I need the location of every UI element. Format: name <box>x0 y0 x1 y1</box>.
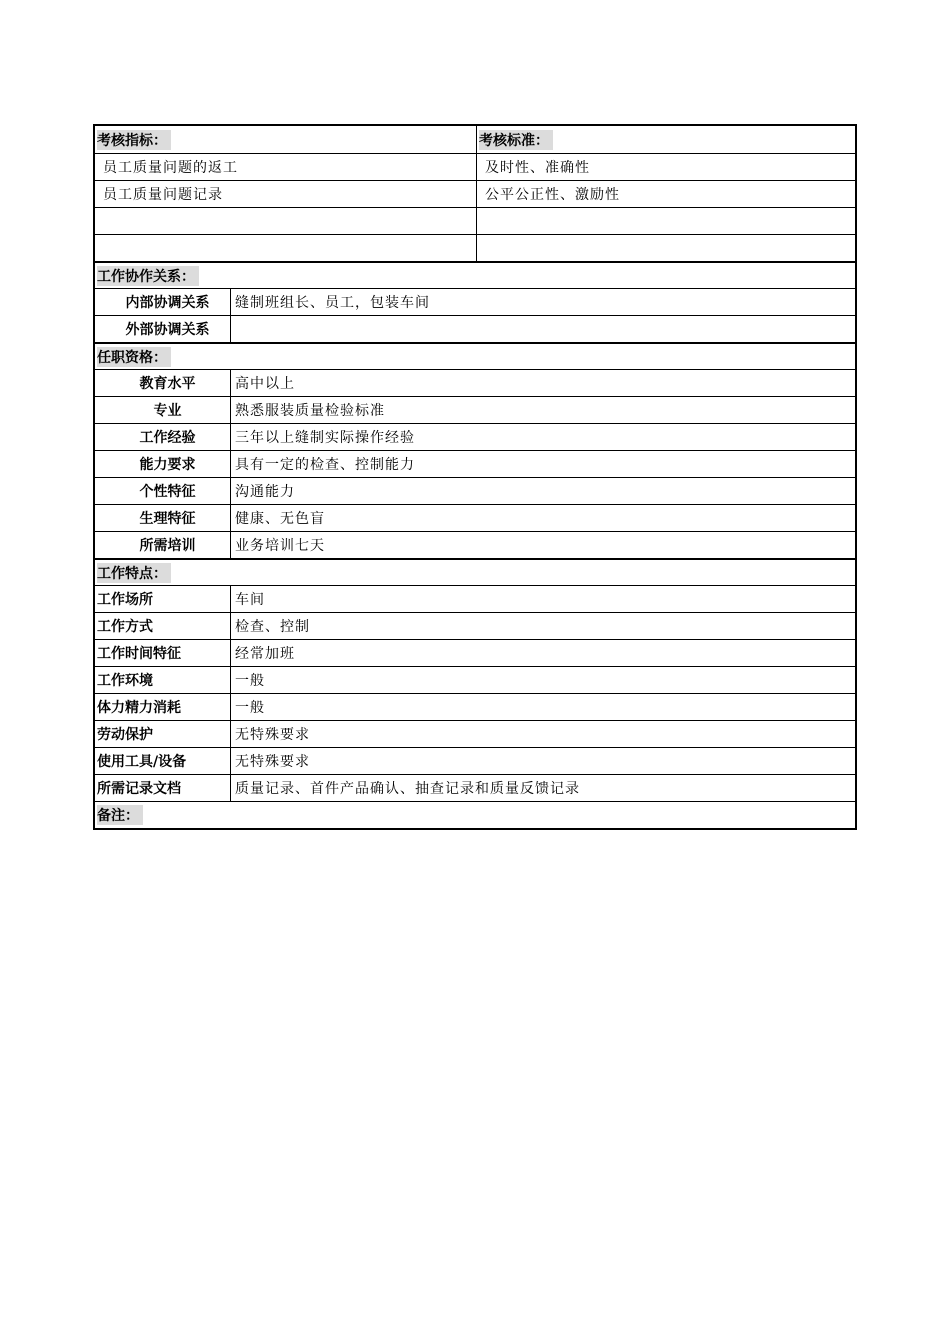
qualification-label: 能力要求 <box>139 457 196 473</box>
feature-label: 工作环境 <box>97 673 153 689</box>
cooperation-header: 工作协作关系： <box>95 263 855 288</box>
assessment-row <box>95 234 855 261</box>
assessment-row <box>95 180 855 207</box>
assessment-row <box>95 207 855 234</box>
feature-value: 经常加班 <box>230 640 855 666</box>
feature-row <box>95 585 855 612</box>
standard-cell <box>476 208 855 234</box>
feature-row <box>95 612 855 639</box>
qualification-value: 沟通能力 <box>230 478 855 504</box>
external-label: 外部协调关系 <box>125 322 210 338</box>
feature-value: 一般 <box>230 694 855 720</box>
qualification-row <box>95 396 855 423</box>
qualification-label: 工作经验 <box>139 430 196 446</box>
qualification-value: 业务培训七天 <box>230 532 855 558</box>
feature-value: 一般 <box>230 667 855 693</box>
qualification-value: 熟悉服装质量检验标准 <box>230 397 855 423</box>
remarks-row <box>95 801 855 828</box>
assessment-row <box>95 153 855 180</box>
feature-value: 检查、控制 <box>230 613 855 639</box>
feature-row <box>95 774 855 801</box>
feature-label: 工作场所 <box>97 592 153 608</box>
qualifications-header: 任职资格： <box>95 344 855 369</box>
standard-cell: 及时性、准确性 <box>476 154 855 180</box>
feature-label: 工作方式 <box>97 619 153 635</box>
qualification-row <box>95 423 855 450</box>
qualifications-header-row <box>95 342 855 369</box>
cooperation-header-row <box>95 261 855 288</box>
feature-label: 使用工具/设备 <box>97 754 187 770</box>
feature-row <box>95 720 855 747</box>
feature-value: 无特殊要求 <box>230 748 855 774</box>
qualification-value: 三年以上缝制实际操作经验 <box>230 424 855 450</box>
qualification-row <box>95 504 855 531</box>
standard-cell <box>476 235 855 261</box>
indicator-cell: 员工质量问题记录 <box>103 187 223 203</box>
qualification-row <box>95 477 855 504</box>
remarks-header: 备注： <box>95 802 855 828</box>
indicator-cell <box>95 235 476 261</box>
feature-label: 工作时间特征 <box>97 646 181 662</box>
feature-label: 体力精力消耗 <box>97 700 181 716</box>
qualification-row <box>95 531 855 558</box>
features-header-row <box>95 558 855 585</box>
features-header: 工作特点： <box>95 560 855 585</box>
qualification-value: 健康、无色盲 <box>230 505 855 531</box>
standard-cell: 公平公正性、激励性 <box>476 181 855 207</box>
feature-value: 无特殊要求 <box>230 721 855 747</box>
feature-row <box>95 693 855 720</box>
feature-label: 所需记录文档 <box>97 781 181 797</box>
indicator-cell <box>95 208 476 234</box>
qualification-label: 教育水平 <box>139 376 196 392</box>
feature-value: 车间 <box>230 586 855 612</box>
qualification-row <box>95 450 855 477</box>
external-value <box>230 316 855 342</box>
indicator-header: 考核指标： <box>95 126 476 153</box>
internal-label: 内部协调关系 <box>125 295 210 311</box>
feature-value: 质量记录、首件产品确认、抽查记录和质量反馈记录 <box>230 775 855 801</box>
qualification-row <box>95 369 855 396</box>
qualification-label: 所需培训 <box>139 538 196 554</box>
qualification-value: 高中以上 <box>230 370 855 396</box>
qualification-label: 生理特征 <box>139 511 196 527</box>
cooperation-row-external <box>95 315 855 342</box>
qualification-value: 具有一定的检查、控制能力 <box>230 451 855 477</box>
qualification-label: 个性特征 <box>139 484 196 500</box>
standard-header: 考核标准： <box>476 126 855 153</box>
indicator-cell: 员工质量问题的返工 <box>103 160 238 176</box>
feature-row <box>95 639 855 666</box>
feature-label: 劳动保护 <box>97 727 153 743</box>
assessment-header-row <box>95 126 855 153</box>
cooperation-row-internal <box>95 288 855 315</box>
qualification-label: 专业 <box>153 403 182 419</box>
job-description-table <box>93 124 857 830</box>
feature-row <box>95 747 855 774</box>
feature-row <box>95 666 855 693</box>
internal-value: 缝制班组长、员工，包装车间 <box>230 289 855 315</box>
